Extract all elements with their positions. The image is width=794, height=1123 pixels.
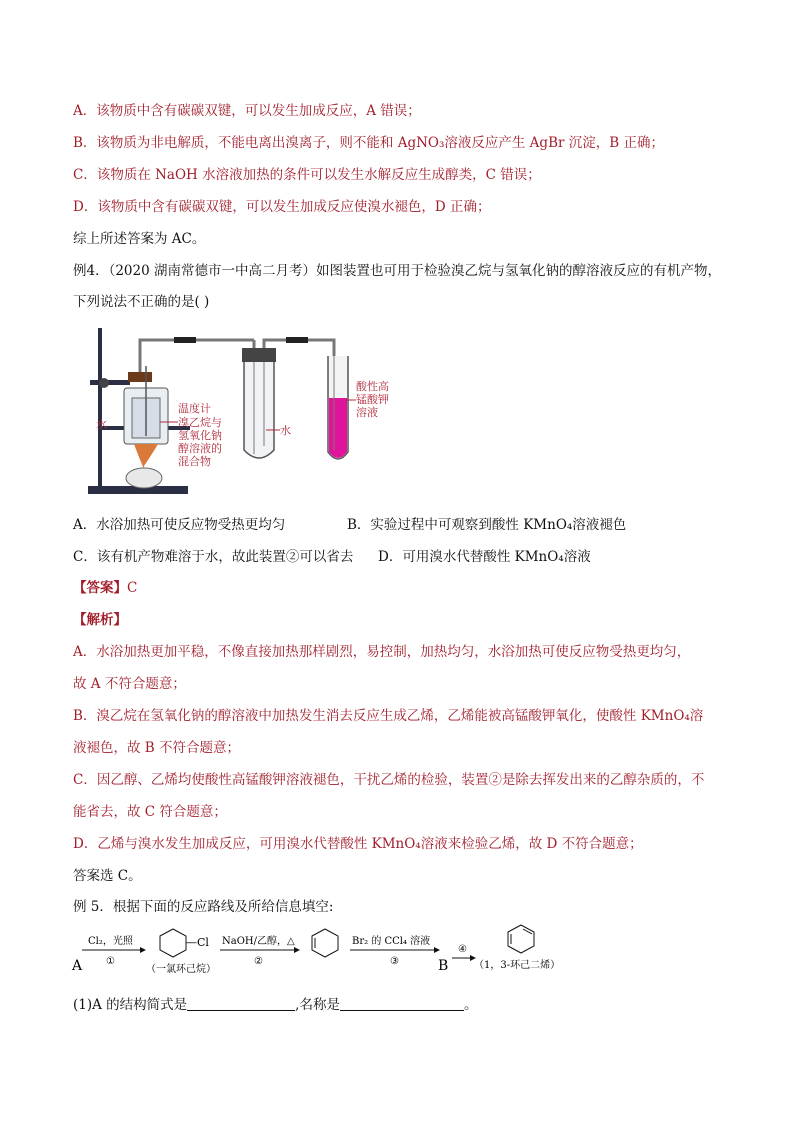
label-kmno4-3: 溶液: [356, 406, 378, 419]
step2-condition: NaOH/乙醇，△: [222, 936, 295, 947]
flame: [134, 444, 158, 468]
scheme-start: A: [72, 958, 83, 974]
analysis-line-6: 能省去，故 C 符合题意；: [73, 804, 227, 820]
rubber-tube-1: [174, 337, 196, 343]
apparatus-figure: [84, 326, 424, 498]
solution-line-c: C．该物质在 NaOH 水溶液加热的条件可以发生水解反应生成醇类，C 错误；: [73, 167, 541, 183]
label-water: 水: [280, 424, 291, 437]
clamp-knob: [99, 378, 109, 388]
label-mixture-1: 溴乙烷与: [178, 416, 222, 429]
cyclohexene-ring: [312, 929, 338, 957]
example4-stem-line2: 下列说法不正确的是( ): [73, 294, 210, 310]
step3-condition: Br₂ 的 CCl₄ 溶液: [352, 936, 431, 947]
chlorocyclohexane-ring: [160, 929, 186, 957]
clamp: [90, 380, 130, 385]
option-c: C．该有机产物难溶于水，故此装置②可以省去: [73, 549, 354, 565]
solution-summary: 综上所述答案为 AC。: [73, 231, 206, 247]
chlorocyclohexane-name: （一氯环己烷）: [146, 964, 216, 975]
stopper-2: [242, 348, 276, 362]
q1-prefix: (1)A 的结构简式是: [73, 997, 188, 1013]
analysis-line-7: D．乙烯与溴水发生加成反应，可用溴水代替酸性 KMnO₄溶液来检验乙烯，故 D 不符合题意；: [73, 836, 643, 852]
glass-tube-1: [140, 340, 254, 378]
step1-condition: Cl₂，光照: [88, 936, 133, 947]
analysis-line-3: B．溴乙烷在氢氧化钠的醇溶液中加热发生消去反应生成乙烯，乙烯能被高锰酸钾氧化，使酸性 KMnO₄溶: [73, 708, 704, 724]
example4-stem-line1: 例4．（2020 湖南常德市一中高二月考）如图装置也可用于检验溴乙烷与氢氧化钠的醇溶液反应的有机产物，: [73, 263, 721, 279]
answer-tag: 【答案】: [73, 580, 127, 596]
answer-line: [73, 578, 137, 598]
analysis-line-2: 故 A 不符合题意；: [73, 676, 186, 692]
step2-number: ②: [254, 956, 263, 967]
answer-value: C: [127, 580, 138, 596]
analysis-line-1: A．水浴加热更加平稳，不像直接加热那样剧烈，易控制，加热均匀，水浴加热可使反应物受热更均匀，: [73, 644, 691, 660]
label-water-bath: 水: [96, 418, 107, 431]
option-a: A．水浴加热可使反应物受热更均匀: [73, 517, 286, 533]
label-kmno4-2: 锰酸钾: [356, 393, 389, 406]
step4-number: ④: [458, 944, 467, 955]
label-mixture-4: 混合物: [178, 455, 211, 468]
stand-rod: [98, 328, 102, 492]
step1-number: ①: [106, 956, 115, 967]
rubber-tube-2: [286, 337, 308, 343]
analysis-line-4: 液褪色，故 B 不符合题意；: [73, 740, 241, 756]
stopper-1: [128, 372, 152, 382]
analysis-line-5: C．因乙醇、乙烯均使酸性高锰酸钾溶液褪色，干扰乙烯的检验，装置②是除去挥发出来的乙醇杂质的，不: [73, 772, 705, 788]
wash-tube: [244, 362, 274, 458]
label-kmno4-1: 酸性高: [356, 380, 389, 393]
solution-line-d: D．该物质中含有碳碳双键，可以发生加成反应使溴水褪色，D 正确；: [73, 199, 491, 215]
solution-line-a: A．该物质中含有碳碳双键，可以发生加成反应，A 错误；: [73, 103, 421, 119]
cyclohexadiene-ring: [508, 925, 534, 953]
step3-number: ③: [390, 956, 399, 967]
analysis-tag: 【解析】: [73, 612, 127, 628]
label-mixture-3: 醇溶液的: [178, 442, 222, 455]
question-1: [73, 995, 477, 1015]
cl-substituent: —Cl: [186, 936, 209, 949]
scheme-b: B: [438, 958, 449, 974]
option-d: D．可用溴水代替酸性 KMnO₄溶液: [378, 549, 591, 565]
kmno4-solution: [329, 398, 347, 458]
example5-stem: 例 5．根据下面的反应路线及所给信息填空:: [73, 899, 334, 915]
alcohol-lamp: [126, 468, 162, 488]
label-mixture-2: 氢氧化钠: [178, 429, 222, 442]
q1-blank-name[interactable]: [340, 996, 464, 1011]
cyclohexadiene-name: （1，3-环己二烯）: [474, 960, 561, 971]
q1-blank-structure[interactable]: [187, 996, 295, 1011]
option-b: B．实验过程中可观察到酸性 KMnO₄溶液褪色: [347, 517, 627, 533]
q1-mid: ,名称是: [295, 997, 340, 1013]
reaction-scheme: [70, 922, 630, 978]
solution-line-b: B．该物质为非电解质，不能电离出溴离子，则不能和 AgNO₃溶液反应产生 AgBr 沉淀，B 正确；: [73, 135, 664, 151]
label-thermometer: 温度计: [178, 402, 211, 415]
q1-end: 。: [463, 997, 478, 1013]
analysis-line-8: 答案选 C。: [73, 868, 142, 884]
